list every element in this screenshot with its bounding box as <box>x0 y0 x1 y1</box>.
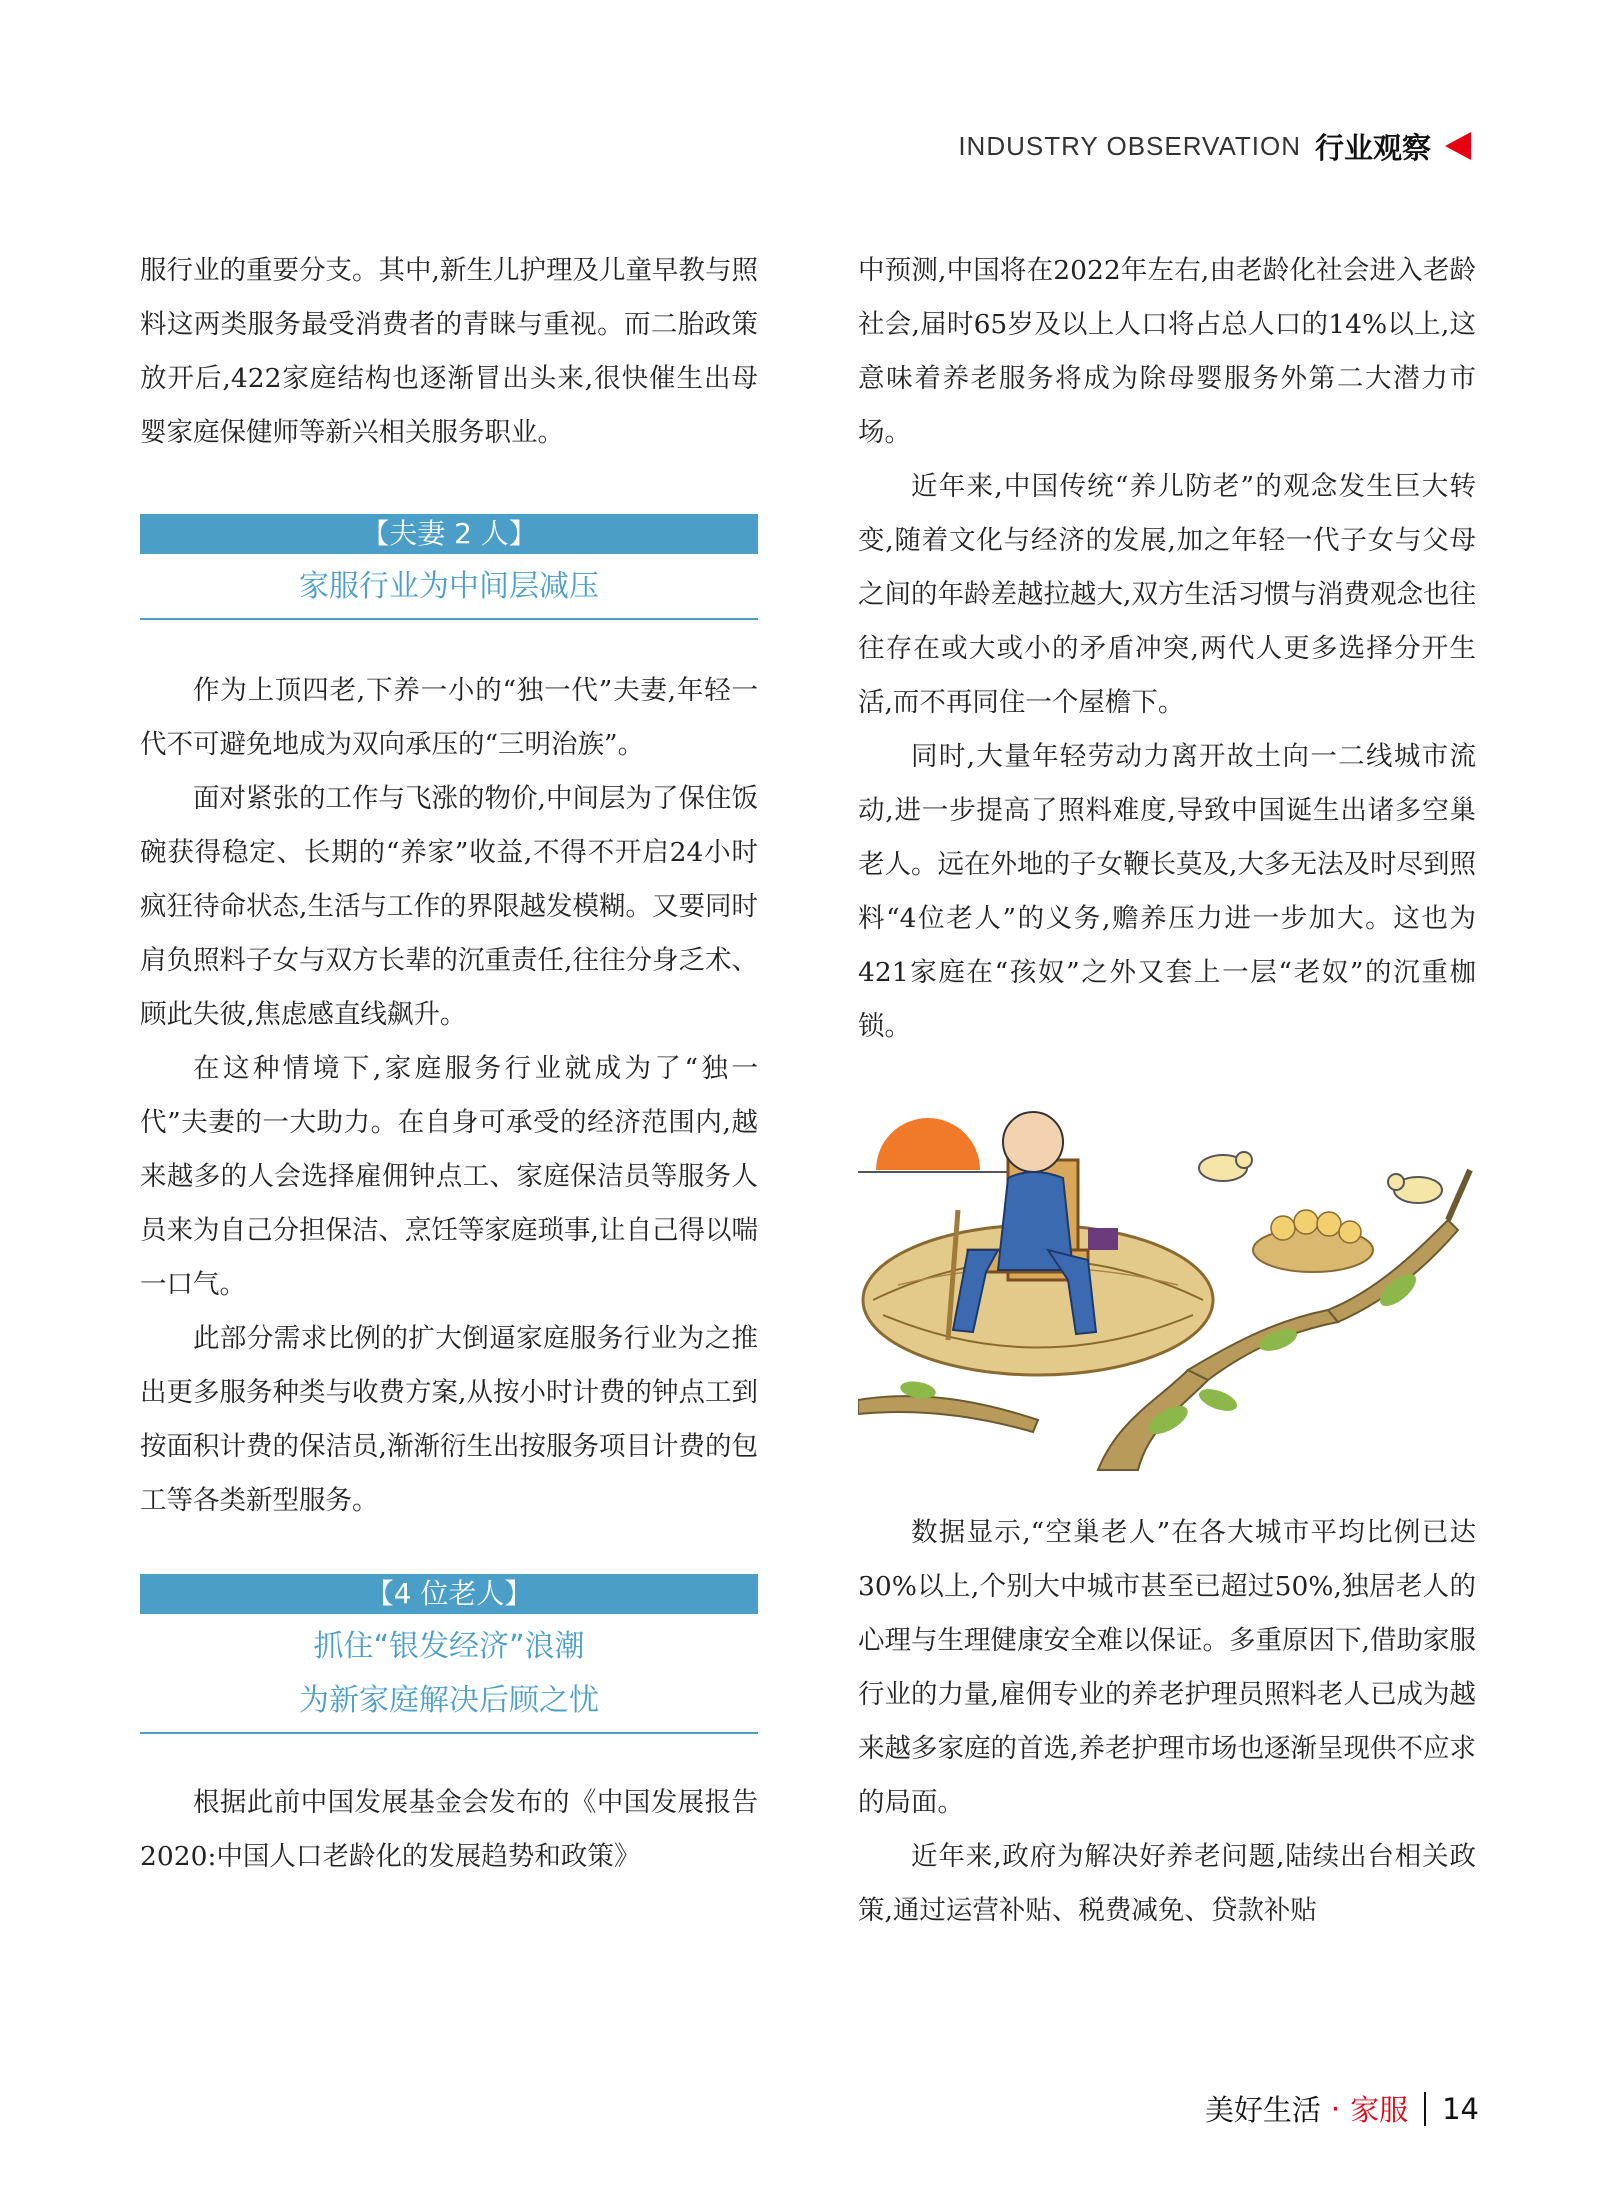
page-number: 14 <box>1442 2091 1479 2126</box>
section-title-line: 为新家庭解决后顾之忧 <box>299 1683 599 1718</box>
paragraph: 根据此前中国发展基金会发布的《中国发展报告2020:中国人口老龄化的发展趋势和政策》 <box>140 1787 758 1872</box>
book <box>1088 1228 1118 1250</box>
section-title-text: 家服行业为中间层减压 <box>299 569 599 604</box>
paragraph: 在这种情境下,家庭服务行业就成为了“独一代”夫妻的一大助力。在自身可承受的经济范围内,越来越多的人会选择雇佣钟点工、家庭保洁员等服务人员来为自己分担保洁、烹饪等家庭琐事,让自己得以喘一口气。 <box>140 1053 758 1300</box>
paragraph: 同时,大量年轻劳动力离开故土向一二线城市流动,进一步提高了照料难度,导致中国诞生出诸多空巢老人。远在外地的子女鞭长莫及,大多无法及时尽到照料“4位老人”的义务,赡养压力进一步加大。这也为421家庭在“孩奴”之外又套上一层“老奴”的沉重枷锁。 <box>858 741 1476 1042</box>
section-heading-elders <box>140 1574 758 1734</box>
paragraph: 中预测,中国将在2022年左右,由老龄化社会进入老龄社会,届时65岁及以上人口将占总人口的14%以上,这意味着养老服务将成为除母婴服务外第二大潜力市场。 <box>858 255 1476 448</box>
section-tag: 【4 位老人】 <box>140 1574 758 1614</box>
section-name: 家服 <box>1350 2093 1409 2127</box>
section-title <box>140 554 758 620</box>
triangle-marker-icon <box>1445 132 1471 160</box>
header-english: INDUSTRY OBSERVATION <box>958 130 1301 161</box>
section-tag: 【夫妻 2 人】 <box>140 514 758 554</box>
paragraph: 服行业的重要分支。其中,新生儿护理及儿童早教与照料这两类服务最受消费者的青睐与重视。而二胎政策放开后,422家庭结构也逐渐冒出头来,很快催生出母婴家庭保健师等新兴相关服务职业。 <box>140 255 758 448</box>
divider <box>1424 2092 1426 2126</box>
paragraph: 近年来,政府为解决好养老问题,陆续出台相关政策,通过运营补贴、税费减免、贷款补贴 <box>858 1841 1476 1926</box>
old-man-head <box>1003 1112 1063 1172</box>
running-header <box>958 126 1471 166</box>
separator-dot: · <box>1330 2091 1341 2126</box>
section-heading-couple <box>140 514 758 620</box>
paragraph: 此部分需求比例的扩大倒逼家庭服务行业为之推出更多服务种类与收费方案,从按小时计费的钟点工到按面积计费的保洁员,渐渐衍生出按服务项目计费的包工等各类新型服务。 <box>140 1323 758 1516</box>
paragraph: 面对紧张的工作与飞涨的物价,中间层为了保住饭碗获得稳定、长期的“养家”收益,不得不开启24小时疯狂待命状态,生活与工作的界限越发模糊。又要同时肩负照料子女与双方长辈的沉重责任,往往分身乏术、顾此失彼,焦虑感直线飙升。 <box>140 783 758 1030</box>
paragraph: 近年来,中国传统“养儿防老”的观念发生巨大转变,随着文化与经济的发展,加之年轻一代子女与父母之间的年龄差越拉越大,双方生活习惯与消费观念也往往存在或大或小的矛盾冲突,两代人更多选择分开生活,而不再同住一个屋檐下。 <box>858 471 1476 718</box>
paragraph: 作为上顶四老,下养一小的“独一代”夫妻,年轻一代不可避免地成为双向承压的“三明治族”。 <box>140 675 758 760</box>
elderly-man-in-bird-nest-illustration <box>858 1100 1476 1480</box>
section-title-line: 抓住“银发经济”浪潮 <box>313 1629 585 1664</box>
header-chinese: 行业观察 <box>1314 130 1431 165</box>
right-column <box>858 244 1476 1938</box>
paragraph: 数据显示,“空巢老人”在各大城市平均比例已达30%以上,个别大中城市甚至已超过50%,独居老人的心理与生理健康安全难以保证。多重原因下,借助家服行业的力量,雇佣专业的养老护理员照料老人已成为越来越多家庭的首选,养老护理市场也逐渐呈现供不应求的局面。 <box>858 1517 1476 1818</box>
left-column <box>140 244 758 1884</box>
page-footer <box>1205 2088 1479 2129</box>
magazine-name: 美好生活 <box>1204 2093 1321 2127</box>
sun-icon <box>876 1118 980 1170</box>
section-title <box>140 1614 758 1734</box>
